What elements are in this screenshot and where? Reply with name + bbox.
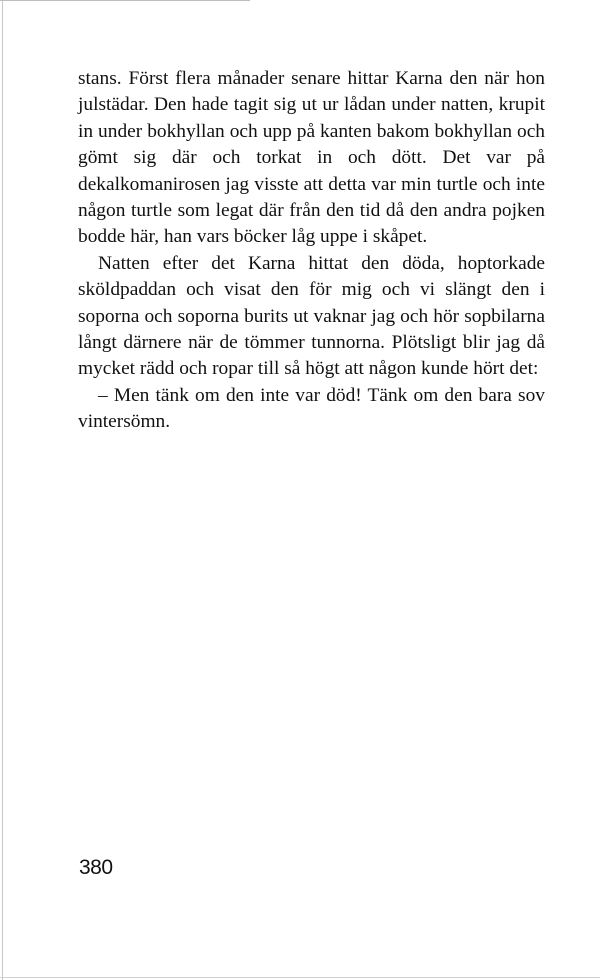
page-edge-bottom <box>0 977 600 978</box>
paragraph-continuation: stans. Först flera månader senare hittar Karna den när hon julstädar. Den hade tagit sig ut ur lådan under natten, krupit in under bokhyllan och upp på kanten bakom bokhyllan och gömt sig där och torkat in och dött. Det var på dekalkomanirosen jag visste att detta var min turtle och inte någon turtle som legat där från den tid då den andra pojken bodde här, han vars böcker låg uppe i skåpet. <box>78 68 545 248</box>
page-edge-top <box>0 0 250 1</box>
page-edge-left <box>2 0 3 980</box>
paragraph-dialogue: – Men tänk om den inte var död! Tänk om den bara sov vintersömn. <box>78 384 545 433</box>
body-text <box>78 66 545 436</box>
paragraph-night: Natten efter det Karna hittat den döda, hoptorkade sköldpaddan och visat den för mig och vi slängt den i soporna och soporna burits ut vaknar jag och hör sopbilarna långt därnere när de tömmer tunnorna. Plötsligt blir jag då mycket rädd och ropar till så högt att någon kunde hört det: <box>78 252 545 380</box>
page-number: 380 <box>79 856 113 879</box>
